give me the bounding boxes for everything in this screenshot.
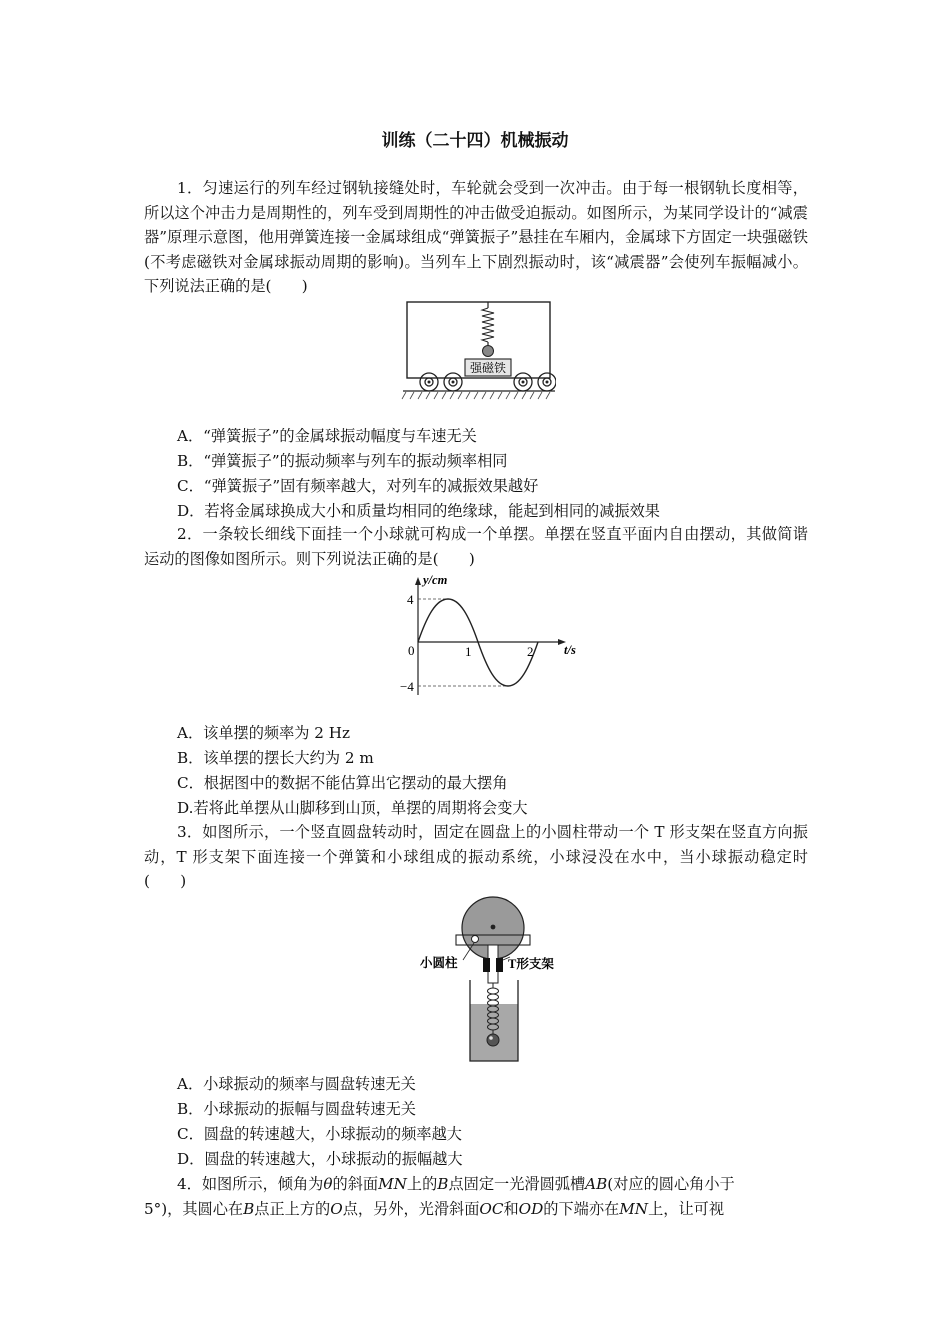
- q1-option-a[interactable]: A．“弹簧振子”的金属球振动幅度与车速无关: [177, 427, 477, 445]
- q1-option-c[interactable]: C．“弹簧振子”固有频率越大，对列车的减振效果越好: [177, 477, 539, 495]
- disk-oscillator-figure: [416, 894, 576, 1064]
- q3-option-a[interactable]: A．小球振动的频率与圆盘转速无关: [177, 1075, 416, 1093]
- q2-option-d[interactable]: D.若将此单摆从山脚移到山顶，单摆的周期将会变大: [177, 799, 528, 817]
- magnet-label: 强磁铁: [469, 361, 507, 375]
- q3-option-c[interactable]: C．圆盘的转速越大，小球振动的频率越大: [177, 1125, 462, 1143]
- damper-figure: [400, 300, 556, 402]
- oscillation-graph: [396, 574, 590, 698]
- question-2-stem: 2．一条较长细线下面挂一个小球就可构成一个单摆。单摆在竖直平面内自由摆动，其做简谐运动的图像如图所示。则下列说法正确的是( ): [144, 525, 808, 568]
- page-title: 训练（二十四）机械振动: [381, 131, 569, 151]
- graph-x-tick-1: 1: [465, 644, 472, 659]
- q3-option-d[interactable]: D．圆盘的转速越大，小球振动的振幅越大: [177, 1150, 463, 1168]
- graph-origin-label: 0: [408, 643, 415, 658]
- q2-option-c[interactable]: C．根据图中的数据不能估算出它摆动的最大摆角: [177, 774, 508, 792]
- question-4-line-1: 4．如图所示，倾角为θ的斜面MN上的B点固定一光滑圆弧槽AB(对应的圆心角小于: [177, 1175, 735, 1193]
- graph-y-label: y/cm: [423, 574, 448, 587]
- question-4-line-2: 5°)，其圆心在B点正上方的O点，另外，光滑斜面OC和OD的下端亦在MN上，让可视: [144, 1200, 724, 1218]
- q2-option-b[interactable]: B．该单摆的摆长大约为 2 m: [177, 749, 374, 767]
- question-3-stem: 3．如图所示，一个竖直圆盘转动时，固定在圆盘上的小圆柱带动一个 T 形支架在竖直方向振动，T 形支架下面连接一个弹簧和小球组成的振动系统，小球浸没在水中，当小球振动稳定时( ): [144, 823, 808, 890]
- graph-x-tick-2: 2: [527, 644, 534, 659]
- graph-y-tick-neg4: −4: [400, 679, 414, 694]
- q3-option-b[interactable]: B．小球振动的振幅与圆盘转速无关: [177, 1100, 416, 1118]
- label-small-cylinder: 小圆柱: [420, 956, 458, 970]
- question-1-stem: 1．匀速运行的列车经过钢轨接缝处时，车轮就会受到一次冲击。由于每一根钢轨长度相等，所以这个冲击力是周期性的，列车受到周期性的冲击做受迫振动。如图所示，为某同学设计的“减震器”原理示意图，他用弹簧连接一金属球组成“弹簧振子”悬挂在车厢内，金属球下方固定一块强磁铁(不考虑磁铁对金属球振动周期的影响)。当列车上下剧烈振动时，该“减震器”会使列车振幅减小。下列说法正确的是( ): [144, 179, 808, 295]
- label-t-frame: T形支架: [508, 957, 554, 971]
- q1-option-d[interactable]: D．若将金属球换成大小和质量均相同的绝缘球，能起到相同的减振效果: [177, 502, 660, 520]
- q1-option-b[interactable]: B．“弹簧振子”的振动频率与列车的振动频率相同: [177, 452, 508, 470]
- graph-x-label: t/s: [564, 643, 576, 657]
- graph-y-tick-4: 4: [407, 592, 414, 607]
- q2-option-a[interactable]: A．该单摆的频率为 2 Hz: [177, 724, 351, 742]
